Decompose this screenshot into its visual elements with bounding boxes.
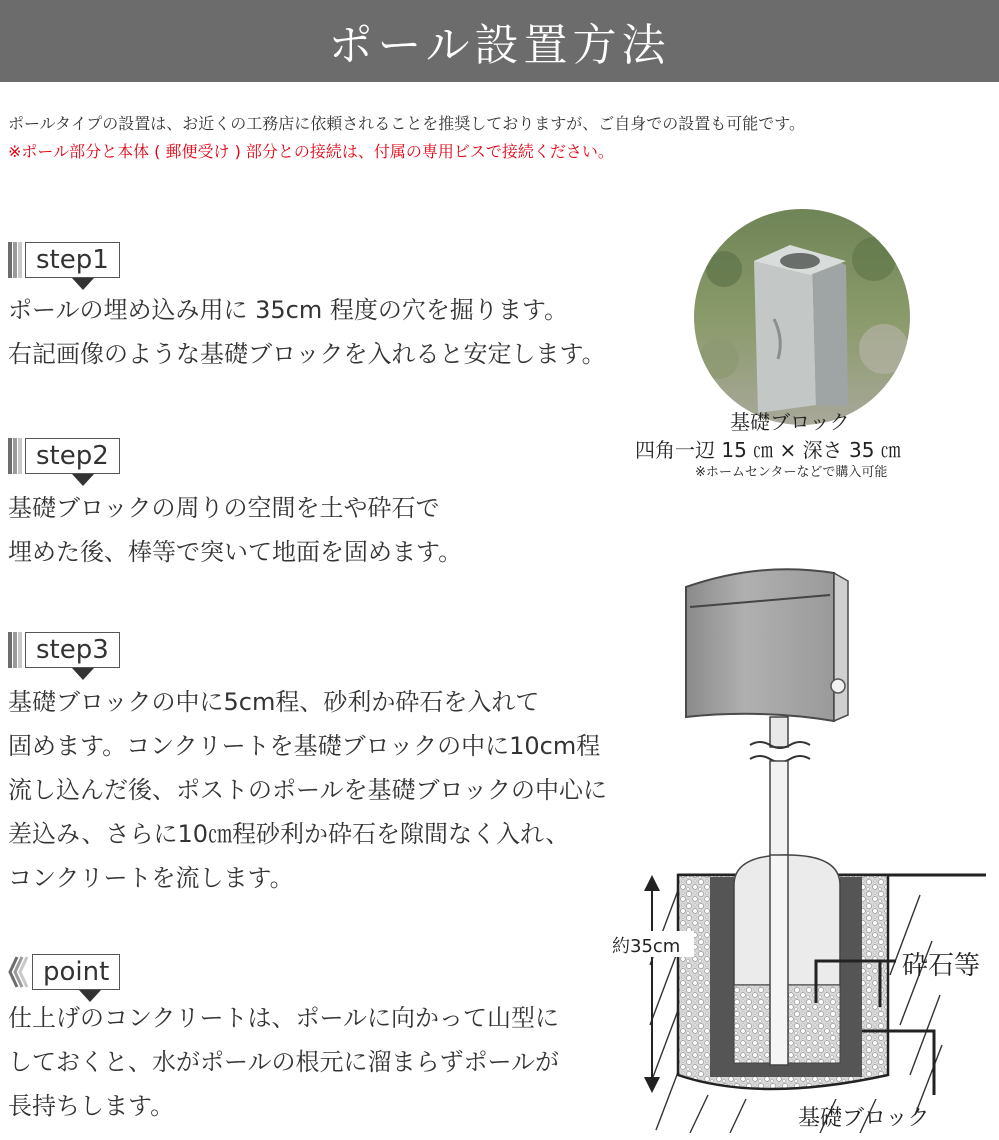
photo-caption-title: 基礎ブロック xyxy=(730,410,850,434)
step3-line: 固めます。コンクリートを基礎ブロックの中に10cm程 xyxy=(8,732,601,760)
foundation-block-photo xyxy=(694,209,910,425)
step-bars-icon xyxy=(8,242,23,278)
step1-title: step1 xyxy=(25,242,120,278)
step1-label xyxy=(8,242,120,278)
point-text xyxy=(8,996,559,1128)
step3-line: 差込み、さらに10㎝程砂利か砕石を隙間なく入れ、 xyxy=(8,820,570,848)
intro-line: ポールタイプの設置は、お近くの工務店に依頼されることを推奨しておりますが、ご自身での設置も可能です。 xyxy=(8,114,805,133)
step2-label xyxy=(8,438,120,474)
photo-caption-size: 四角一辺 15 ㎝ × 深さ 35 ㎝ xyxy=(635,438,901,462)
gravel-label: 砕石等 xyxy=(902,951,981,981)
step1-line: 右記画像のような基礎ブロックを入れると安定します。 xyxy=(8,340,606,368)
point-line: 仕上げのコンクリートは、ポールに向かって山型に xyxy=(8,1004,560,1032)
page-header xyxy=(0,0,999,82)
chevron-left-icon xyxy=(8,954,30,990)
page-title: ポール設置方法 xyxy=(328,20,671,71)
photo-caption-note: ※ホームセンターなどで購入可能 xyxy=(695,465,888,480)
step3-title: step3 xyxy=(25,632,120,668)
depth-label: 約35cm xyxy=(612,936,681,957)
step1-line: ポールの埋め込み用に 35cm 程度の穴を掘ります。 xyxy=(8,296,568,324)
step2-line: 埋めた後、棒等で突いて地面を固めます。 xyxy=(8,538,463,566)
point-line: しておくと、水がポールの根元に溜まらずポールが xyxy=(8,1048,560,1076)
intro-text xyxy=(8,110,805,166)
step1-text xyxy=(8,288,606,376)
step2-line: 基礎ブロックの周りの空間を土や砕石で xyxy=(8,494,440,522)
point-title: point xyxy=(32,954,120,990)
point-label xyxy=(8,954,120,990)
block-label: 基礎ブロック xyxy=(798,1106,930,1131)
intro-note: ※ポール部分と本体 ( 郵便受け ) 部分との接続は、付属の専用ビスで接続ください。 xyxy=(8,142,614,161)
step3-line: 流し込んだ後、ポストのポールを基礎ブロックの中心に xyxy=(8,776,608,804)
step-bars-icon xyxy=(8,438,23,474)
step-bars-icon xyxy=(8,632,23,668)
step3-line: コンクリートを流します。 xyxy=(8,864,294,892)
step2-text xyxy=(8,486,462,574)
step2-title: step2 xyxy=(25,438,120,474)
step3-text xyxy=(8,680,607,900)
point-line: 長持ちします。 xyxy=(8,1092,175,1120)
installation-diagram xyxy=(590,555,999,1140)
step3-label xyxy=(8,632,120,668)
step3-line: 基礎ブロックの中に5cm程、砂利か砕石を入れて xyxy=(8,688,540,716)
